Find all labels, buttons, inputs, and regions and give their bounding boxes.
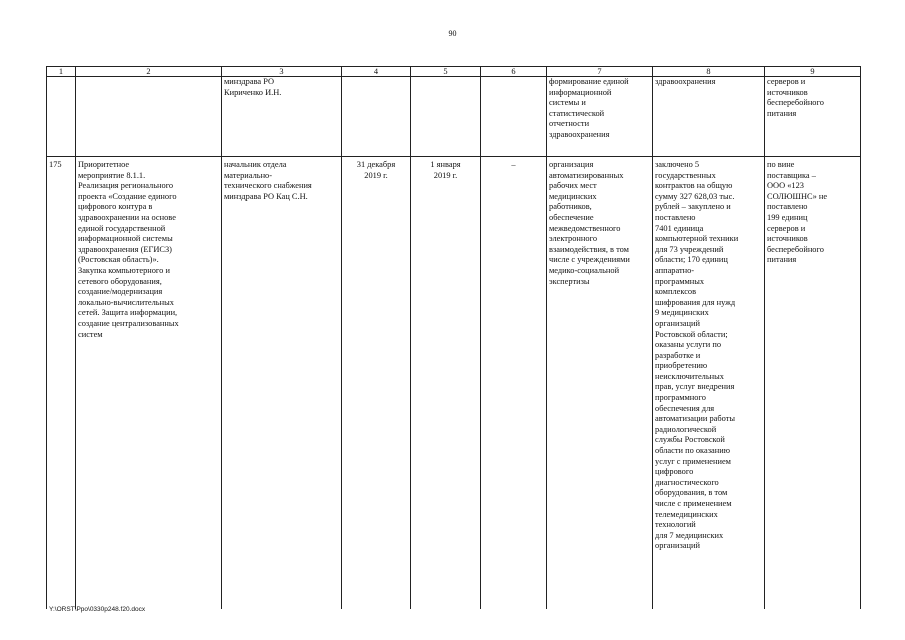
column-header: 9 [765,67,861,77]
column-header: 1 [47,67,76,77]
column-header: 8 [653,67,765,77]
cell-measure: Приоритетное мероприятие 8.1.1. Реализация регионального проекта «Создание единого цифрового контура в здравоохранении на основе единой государственной информационной системы здравоохранения (ЕГИСЗ) (Ростовская область)». Закупка компьютерного и сетевого оборудования, создание/модернизация локально-вычислительных сетей. Защита информации, создание централизованных систем [76,157,222,610]
table-row-175 [47,157,861,610]
column-number-header [47,67,861,77]
column-header: 6 [481,67,547,77]
cell-planned-date: 31 декабря 2019 г. [342,157,411,610]
column-header: 3 [222,67,342,77]
cell-number: 175 [47,157,76,610]
cell-measure [76,77,222,157]
column-header: 4 [342,67,411,77]
cell-actual-end [481,77,547,157]
cell-expected-result: формирование единой информационной системы и статистической отчетности здравоохранения [547,77,653,157]
cell-number [47,77,76,157]
cell-actual-start: 1 января 2019 г. [411,157,481,610]
cell-responsible: начальник отдела материально- технического снабжения минздрава РО Кац С.Н. [222,157,342,610]
file-path-footer: Y:\ORST\Ppo\0330p248.f20.docx [49,606,146,613]
page-number: 90 [448,29,457,38]
column-header: 7 [547,67,653,77]
cell-actual-start [411,77,481,157]
cell-actual-result: заключено 5 государственных контрактов на общую сумму 327 628,03 тыс. рублей – закуплено и поставлено 7401 единица компьютерной техники для 73 учреждений области; 170 единиц аппаратно- программных комплексов шифрования для нужд 9 медицинских организаций Ростовской области; оказаны услуги по разработке и приобретению неисключительных прав, услуг внедрения программного обеспечения для автоматизации работы радиологической службы Ростовской области по оказанию услуг с применением цифрового диагностического оборудования, в том числе с применением телемедицинских технологий для 7 медицинских организаций [653,157,765,610]
cell-actual-result: здравоохранения [653,77,765,157]
cell-expected-result: организация автоматизированных рабочих мест медицинских работников, обеспечение межведомственного электронного взаимодействия, в том числе с учреждениями медико-социальной экспертизы [547,157,653,610]
cell-responsible: минздрава РО Кириченко И.Н. [222,77,342,157]
cell-problems: по вине поставщика – ООО «123 СОЛЮШНС» не поставлено 199 единиц серверов и источников бесперебойного питания [765,157,861,610]
cell-problems: серверов и источников бесперебойного питания [765,77,861,157]
column-header: 2 [76,67,222,77]
cell-actual-end: – [481,157,547,610]
cell-planned-date [342,77,411,157]
report-table [46,66,861,609]
table-row-continued [47,77,861,157]
column-header: 5 [411,67,481,77]
